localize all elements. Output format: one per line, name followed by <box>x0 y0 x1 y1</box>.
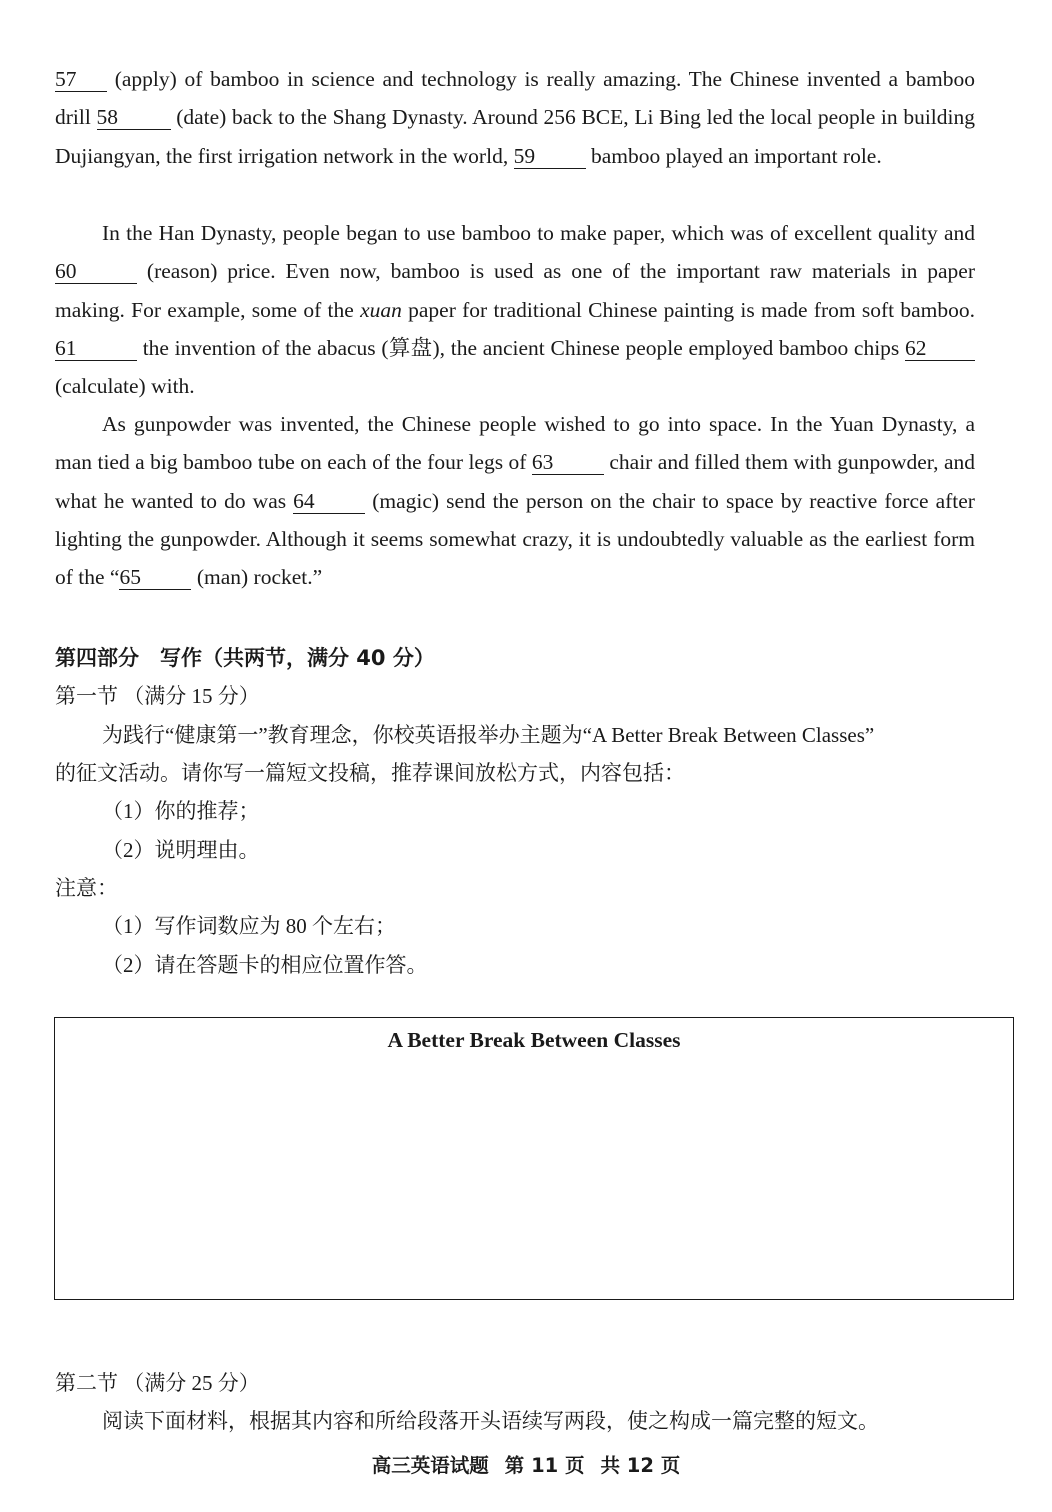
passage-text: (reason) price. Even now, bamboo is used as one of the important raw materials in paper making. For example, some of the <box>55 259 975 322</box>
section1-instruction-line2: 的征文活动。请你写一篇短文投稿，推荐课间放松方式，内容包括： <box>55 761 685 785</box>
note-item-2: （2）请在答题卡的相应位置作答。 <box>102 953 428 977</box>
blank-62: 62 <box>905 336 975 361</box>
passage-paragraph-3 <box>55 405 975 596</box>
passage-text: (date) back to the Shang Dynasty. Around 256 BCE, Li Bing led the local people in building Dujiangyan, the first irrigation network in the world, <box>55 105 975 168</box>
part4-title: 第四部分 写作（共两节，满分 40 分） <box>55 646 435 670</box>
passage-text: paper for traditional Chinese painting is made from soft bamboo. <box>401 297 975 322</box>
passage-text: (calculate) with. <box>55 374 195 399</box>
blank-64: 64 <box>293 489 365 514</box>
blank-59: 59 <box>514 144 586 169</box>
blank-58: 58 <box>97 105 171 130</box>
passage-paragraph-1 <box>55 60 975 175</box>
blank-65: 65 <box>119 565 191 590</box>
passage-text: the invention of the abacus (算盘), the ancient Chinese people employed bamboo chips <box>137 335 905 360</box>
passage-text: chair and filled them with gunpowder, and what he wanted to do was <box>55 450 975 513</box>
note-item-1: （1）写作词数应为 80 个左右； <box>102 914 396 938</box>
answer-box-title: A Better Break Between Classes <box>387 1028 681 1052</box>
footer-page: 第 11 页 <box>504 1454 585 1477</box>
passage-text: (apply) of bamboo in science and technology is really amazing. The Chinese invented a bamboo drill <box>55 67 975 130</box>
section2-instruction: 阅读下面材料，根据其内容和所给段落开头语续写两段，使之构成一篇完整的短文。 <box>102 1409 879 1433</box>
passage-text: (magic) send the person on the chair to space by reactive force after lighting the gunpowder. Although it seems somewhat crazy, it is undoubtedly valuable as the earliest form of the “ <box>55 488 975 590</box>
answer-box[interactable] <box>54 1017 1014 1300</box>
section1-heading: 第一节 （满分 15 分） <box>55 684 260 708</box>
footer-total: 共 12 页 <box>600 1454 681 1477</box>
section2-heading: 第二节 （满分 25 分） <box>55 1371 260 1395</box>
note-label: 注意： <box>55 876 118 900</box>
section1-instruction-line1: 为践行“健康第一”教育理念，你校英语报举办主题为“A Better Break Between Classes” <box>102 723 875 747</box>
passage-text: bamboo played an important role. <box>585 143 882 168</box>
blank-60: 60 <box>55 259 137 284</box>
passage-text: In the Han Dynasty, people began to use bamboo to make paper, which was of excellent quality and <box>102 221 975 245</box>
section1-item-2: （2）说明理由。 <box>102 838 260 862</box>
italic-word-xuan: xuan <box>360 297 402 322</box>
passage-paragraph-2 <box>55 214 975 405</box>
blank-57: 57 <box>55 67 107 92</box>
passage-text: (man) rocket.” <box>191 565 323 590</box>
section1-item-1: （1）你的推荐； <box>102 799 260 823</box>
page-footer <box>0 1450 1052 1478</box>
footer-subject: 高三英语试题 <box>371 1454 489 1477</box>
passage-text: As gunpowder was invented, the Chinese people wished to go into space. In the Yuan Dynasty, a man tied a big bamboo tube on each of the four legs of <box>55 412 975 475</box>
blank-61: 61 <box>55 336 137 361</box>
blank-63: 63 <box>532 450 604 475</box>
